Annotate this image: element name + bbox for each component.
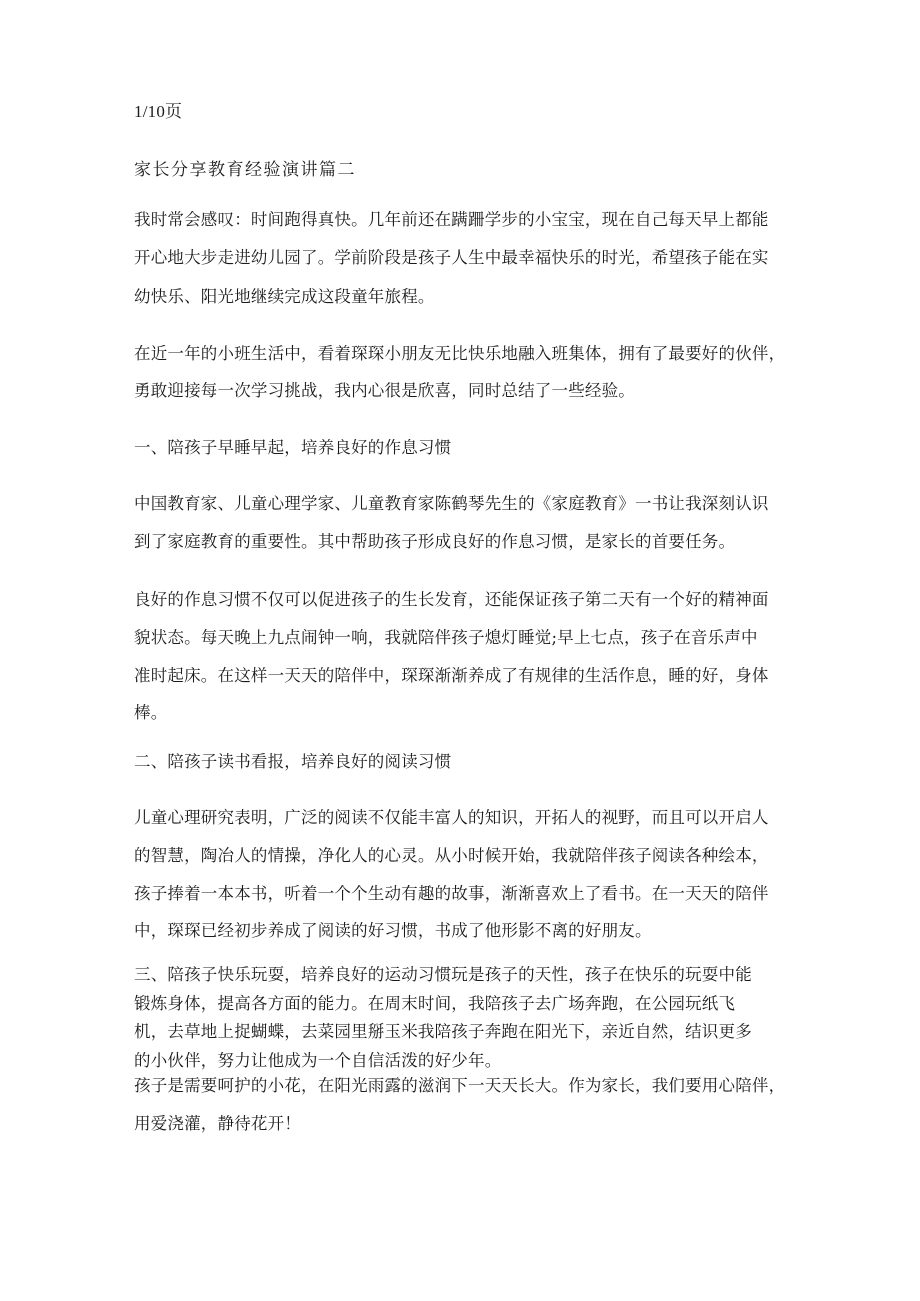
text-line: 勇敢迎接每一次学习挑战，我内心很是欣喜，同时总结了一些经验。: [134, 381, 635, 400]
section-heading-3: 三、陪孩子快乐玩耍，培养良好的运动习惯玩是孩子的天性，孩子在快乐的玩耍中能: [134, 965, 752, 984]
page-indicator: 1/10页: [134, 102, 183, 121]
text-line: 机，去草地上捉蝴蝶，去菜园里掰玉米我陪孩子奔跑在阳光下，亲近自然，结识更多: [134, 1022, 752, 1041]
text-line: 开心地大步走进幼儿园了。学前阶段是孩子人生中最幸福快乐的时光，希望孩子能在实: [134, 248, 769, 267]
text-line: 的小伙伴，努力让他成为一个自信活泼的好少年。: [134, 1051, 502, 1070]
section-heading-2: 二、陪孩子读书看报，培养良好的阅读习惯: [134, 752, 452, 771]
text-line: 到了家庭教育的重要性。其中帮助孩子形成良好的作息习惯，是家长的首要任务。: [134, 532, 736, 551]
text-line: 准时起床。在这样一天天的陪伴中，琛琛渐渐养成了有规律的生活作息，睡的好，身体: [134, 666, 769, 685]
text-line: 孩子捧着一本本书，听着一个个生动有趣的故事，渐渐喜欢上了看书。在一天天的陪伴: [134, 884, 769, 903]
text-line: 锻炼身体，提高各方面的能力。在周末时间，我陪孩子去广场奔跑，在公园玩纸飞: [134, 994, 736, 1013]
text-line: 幼快乐、阳光地继续完成这段童年旅程。: [134, 287, 435, 306]
text-line: 儿童心理研究表明，广泛的阅读不仅能丰富人的知识，开拓人的视野，而且可以开启人: [134, 808, 769, 827]
text-line: 用爱浇灌，静待花开！: [134, 1114, 301, 1133]
document-title: 家长分享教育经验演讲篇二: [134, 160, 356, 180]
text-line: 孩子是需要呵护的小花，在阳光雨露的滋润下一天天长大。作为家长，我们要用心陪伴，: [134, 1076, 786, 1095]
text-line: 在近一年的小班生活中，看着琛琛小朋友无比快乐地融入班集体，拥有了最要好的伙伴，: [134, 344, 786, 363]
text-line: 棒。: [134, 703, 168, 722]
text-line: 貌状态。每天晚上九点闹钟一响，我就陪伴孩子熄灯睡觉;早上七点，孩子在音乐声中: [134, 628, 758, 647]
text-line: 中，琛琛已经初步养成了阅读的好习惯，书成了他形影不离的好朋友。: [134, 921, 652, 940]
text-line: 良好的作息习惯不仅可以促进孩子的生长发育，还能保证孩子第二天有一个好的精神面: [134, 590, 769, 609]
text-line: 中国教育家、儿童心理学家、儿童教育家陈鹤琴先生的《家庭教育》一书让我深刻认识: [134, 494, 769, 513]
section-heading-1: 一、陪孩子早睡早起，培养良好的作息习惯: [134, 438, 452, 457]
text-line: 的智慧，陶冶人的情操，净化人的心灵。从小时候开始，我就陪伴孩子阅读各种绘本，: [134, 846, 769, 865]
text-line: 我时常会感叹：时间跑得真快。几年前还在蹒跚学步的小宝宝，现在自己每天早上都能: [134, 210, 769, 229]
